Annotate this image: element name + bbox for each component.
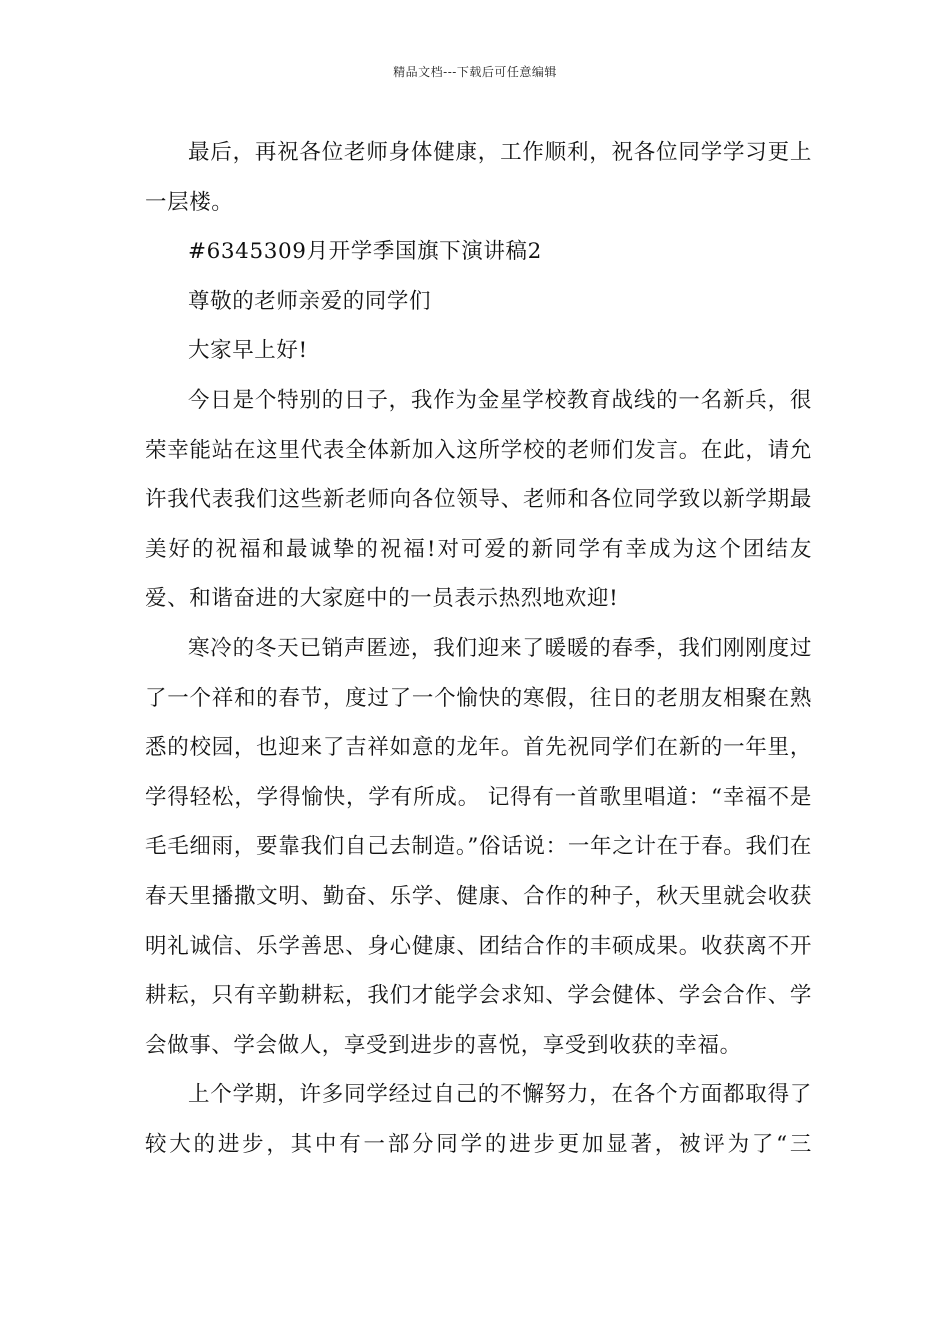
- paragraph-last-semester: 上个学期，许多同学经过自己的不懈努力，在各个方面都取得了较大的进步，其中有一部分同学的进步更加显著，被评为了“三: [145, 1082, 812, 1157]
- paragraph-greeting: 大家早上好!: [188, 338, 308, 364]
- document-body: [145, 128, 812, 1169]
- paragraph-speech-title: #6345309月开学季国旗下演讲稿2: [188, 239, 542, 265]
- paragraph-salutation: 尊敬的老师亲爱的同学们: [188, 288, 432, 314]
- paragraph-closing-wish: 最后，再祝各位老师身体健康，工作顺利，祝各位同学学习更上一层楼。: [145, 140, 812, 215]
- page-header: 精品文档---下载后可任意编辑: [393, 65, 557, 79]
- paragraph-introduction: 今日是个特别的日子，我作为金星学校教育战线的一名新兵，很荣幸能站在这里代表全体新加入这所学校的老师们发言。在此，请允许我代表我们这些新老师向各位领导、老师和各位同学致以新学期最美好的祝福和最诚挚的祝福!对可爱的新同学有幸成为这个团结友爱、和谐奋进的大家庭中的一员表示热烈地欢迎!: [145, 387, 812, 612]
- paragraph-spring: 寒冷的冬天已销声匿迹，我们迎来了暖暖的春季，我们刚刚度过了一个祥和的春节，度过了一个愉快的寒假，往日的老朋友相聚在熟悉的校园，也迎来了吉祥如意的龙年。首先祝同学们在新的一年里，学得轻松，学得愉快，学有所成。 记得有一首歌里唱道：“幸福不是毛毛细雨，要靠我们自己去制造。”俗话说：一年之计在于春。我们在春天里播撒文明、勤奋、乐学、健康、合作的种子，秋天里就会收获明礼诚信、乐学善思、身心健康、团结合作的丰硕成果。收获离不开耕耘，只有辛勤耕耘，我们才能学会求知、学会健体、学会合作、学会做事、学会做人，享受到进步的喜悦，享受到收获的幸福。: [145, 635, 812, 1058]
